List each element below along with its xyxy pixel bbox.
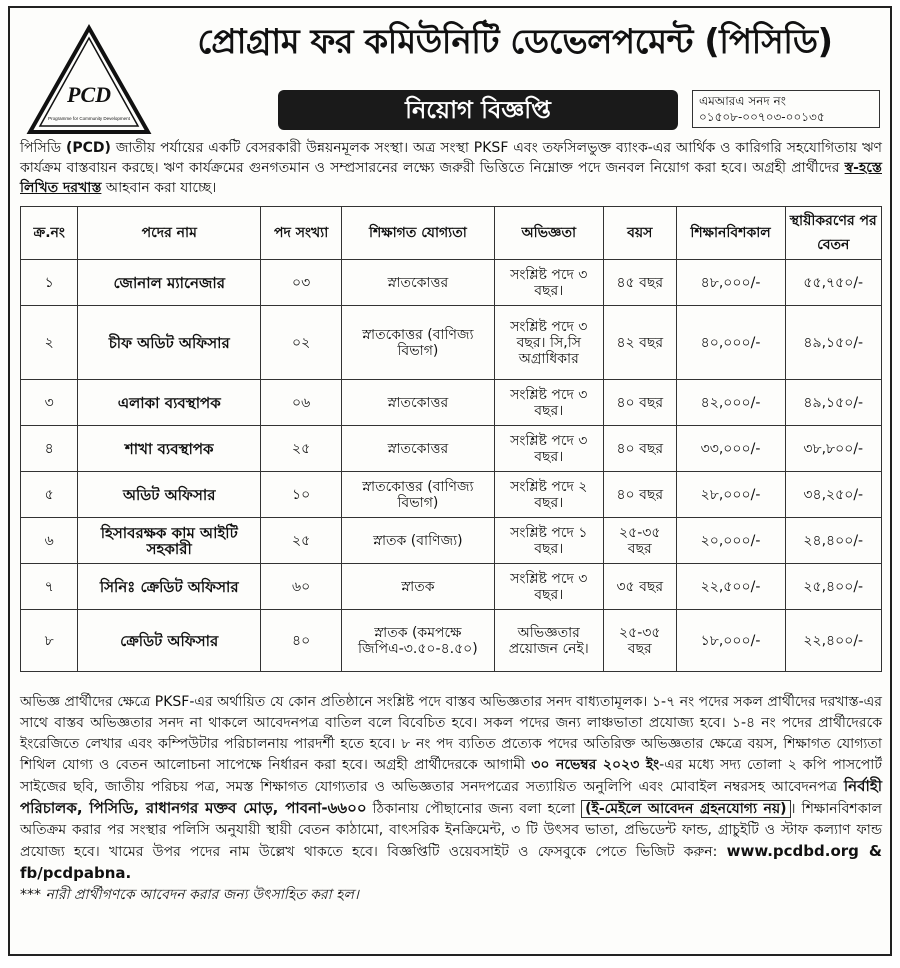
table-row bbox=[21, 472, 882, 518]
age-cell: ২৫-৩৫ বছর bbox=[604, 610, 677, 672]
permanent-salary-cell: ৫৫,৭৫০/- bbox=[785, 260, 881, 306]
permanent-salary-cell: ২৫,৪০০/- bbox=[785, 564, 881, 610]
footer-paragraph bbox=[20, 692, 882, 906]
table-row bbox=[21, 426, 882, 472]
post-name-cell: চীফ অডিট অফিসার bbox=[78, 306, 261, 380]
education-cell: স্নাতকোত্তর (বাণিজ্য বিভাগ) bbox=[342, 306, 494, 380]
intro-pcd: (PCD) bbox=[65, 140, 111, 156]
serial-cell: ৭ bbox=[21, 564, 78, 610]
website-link[interactable]: www.pcdbd.org & fb/pcdpabna. bbox=[20, 842, 883, 882]
col-count: পদ সংখ্যা bbox=[261, 207, 342, 260]
email-not-accepted-note: (ই-মেইলে আবেদন গ্রহনযোগ্য নয়) bbox=[581, 800, 790, 818]
col-serial: ক্র.নং bbox=[21, 207, 78, 260]
experience-cell: সংশ্লিষ্ট পদে ২ বছর। bbox=[494, 472, 604, 518]
table-row bbox=[21, 518, 882, 564]
intro-handwritten-application: স্ব-হস্তে লিখিত দরখাস্ত bbox=[20, 160, 882, 196]
organization-name: প্রোগ্রাম ফর কমিউনিটি ডেভেলপমেন্ট (পিসিডি) bbox=[197, 22, 833, 62]
education-cell: স্নাতকোত্তর bbox=[342, 426, 494, 472]
serial-cell: ৪ bbox=[21, 426, 78, 472]
post-name-cell: ক্রেডিট অফিসার bbox=[78, 610, 261, 672]
experience-cell: সংশ্লিষ্ট পদে ৩ বছর। সি,সি অগ্রাধিকার bbox=[494, 306, 604, 380]
age-cell: ৩৫ বছর bbox=[604, 564, 677, 610]
age-cell: ৪০ বছর bbox=[604, 380, 677, 426]
age-cell: ৪০ বছর bbox=[604, 426, 677, 472]
permanent-salary-cell: ২২,৪০০/- bbox=[785, 610, 881, 672]
footer-text-2: -এর মধ্যে সদ্য তোলা ২ কপি পাসপোর্ট সাইজের ছবি, জাতীয় পরিচয় পত্র, সমস্ত শিক্ষাগত যোগ্যতার ও অভিজ্ঞতার সনদপত্রের সত্যায়িত অনুলিপি এবং মোবাইল নম্বরসহ আবেদনপত্র bbox=[20, 757, 882, 795]
education-cell: স্নাতকোত্তর bbox=[342, 380, 494, 426]
experience-cell: সংশ্লিষ্ট পদে ১ বছর। bbox=[494, 518, 604, 564]
probation-salary-cell: ২০,০০০/- bbox=[676, 518, 785, 564]
intro-paragraph bbox=[20, 138, 882, 198]
post-count-cell: ৬০ bbox=[261, 564, 342, 610]
table-row bbox=[21, 610, 882, 672]
permanent-salary-cell: ৩৪,২৫০/- bbox=[785, 472, 881, 518]
table-row bbox=[21, 380, 882, 426]
probation-salary-cell: ৪০,০০০/- bbox=[676, 306, 785, 380]
permanent-salary-cell: ৪৯,১৫০/- bbox=[785, 380, 881, 426]
post-name-cell: শাখা ব্যবস্থাপক bbox=[78, 426, 261, 472]
education-cell: স্নাতক bbox=[342, 564, 494, 610]
intro-text-3: আহবান করা যাচ্ছে। bbox=[101, 180, 217, 196]
application-address: নির্বাহী পরিচালক, পিসিডি, রাধানগর মক্তব মোড়, পাবনা-৬৬০০ bbox=[20, 777, 882, 817]
post-name-cell: হিসাবরক্ষক কাম আইটি সহকারী bbox=[78, 518, 261, 564]
experience-cell: সংশ্লিষ্ট পদে ৩ বছর। bbox=[494, 260, 604, 306]
serial-cell: ৫ bbox=[21, 472, 78, 518]
age-cell: ২৫-৩৫ বছর bbox=[604, 518, 677, 564]
probation-salary-cell: ২৮,০০০/- bbox=[676, 472, 785, 518]
footer-text-1: অভিজ্ঞ প্রার্থীদের ক্ষেত্রে PKSF-এর অর্থায়িত যে কোন প্রতিষ্ঠানে সংশ্লিষ্ট পদে বাস্তব অভিজ্ঞতার সনদ বাধ্যতামূলক। ১-৭ নং পদের সকল প্রার্থীদের দরখাস্ত-এর সাথে বাস্তব অভিজ্ঞতার সনদ না থাকলে আবেদনপত্র বাতিল বলে বিবেচিত হবে। সকল পদের জন্য লাঞ্চভাতা প্রযোজ্য হবে। ১-৪ নং পদের প্রার্থীদেরকে ইংরেজিতে লেখার এবং কম্পিউটার পরিচালনায় পারদর্শী হতে হবে। ৮ নং পদ ব্যতিত প্রত্যেক পদের অতিরিক্ত অভিজ্ঞতার ক্ষেত্রে বয়স, শিক্ষাগত যোগ্যতা শিথিল যোগ্য ও বেতন আলোচনা সাপেক্ষে নির্ধারন করা হবে। অগ্রহী প্রার্থীদেরকে আগামী bbox=[20, 694, 882, 773]
education-cell: স্নাতকোত্তর bbox=[342, 260, 494, 306]
col-salary: স্থায়ীকরণের পর বেতন bbox=[785, 207, 881, 260]
post-name-cell: জোনাল ম্যানেজার bbox=[78, 260, 261, 306]
experience-cell: সংশ্লিষ্ট পদে ৩ বছর। bbox=[494, 426, 604, 472]
post-count-cell: ৪০ bbox=[261, 610, 342, 672]
serial-cell: ৩ bbox=[21, 380, 78, 426]
post-count-cell: ১০ bbox=[261, 472, 342, 518]
logo-text: PCD bbox=[67, 82, 111, 107]
post-count-cell: ২৫ bbox=[261, 426, 342, 472]
registration-box bbox=[692, 90, 880, 128]
footer-text-4: । শিক্ষানবিশকাল অতিক্রম করার পর সংস্থার পলিসি অনুযায়ী স্থায়ী বেতন কাঠামো, বাৎসরিক ইনক্রিমেন্ট, ৩ টি উৎসব ভাতা, প্রভিডেন্ট ফান্ড, গ্রাচুইটি ও স্টাফ কল্যাণ ফান্ড প্রযোজ্য হবে। খামের উপর পদের নাম উল্লেখ থাকতে হবে। বিজ্ঞপ্তিটি ওয়েবসাইট ও ফেসবুকে পেতে ভিজিট করুন: bbox=[20, 801, 882, 860]
women-encouraged-note: *** নারী প্রার্থীগণকে আবেদন করার জন্য উৎসাহিত করা হল। bbox=[20, 887, 359, 903]
probation-salary-cell: ৩৩,০০০/- bbox=[676, 426, 785, 472]
registration-number: ০১৫০৮-০০৭০৩-০০১৩৫ bbox=[699, 110, 825, 124]
education-cell: স্নাতক (কমপক্ষে জিপিএ-৩.৫০-৪.৫০) bbox=[342, 610, 494, 672]
serial-cell: ২ bbox=[21, 306, 78, 380]
col-post: পদের নাম bbox=[78, 207, 261, 260]
post-count-cell: ০২ bbox=[261, 306, 342, 380]
job-notice-page bbox=[8, 6, 892, 956]
col-experience: অভিজ্ঞতা bbox=[494, 207, 604, 260]
application-deadline: ৩০ নভেম্বর ২০২৩ ইং bbox=[531, 757, 660, 773]
post-count-cell: ০৩ bbox=[261, 260, 342, 306]
post-name-cell: সিনিঃ ক্রেডিট অফিসার bbox=[78, 564, 261, 610]
header bbox=[10, 8, 890, 136]
table-row bbox=[21, 260, 882, 306]
age-cell: ৪০ বছর bbox=[604, 472, 677, 518]
table-row bbox=[21, 306, 882, 380]
serial-cell: ৬ bbox=[21, 518, 78, 564]
notice-title: নিয়োগ বিজ্ঞপ্তি bbox=[278, 90, 678, 130]
pcd-logo bbox=[24, 22, 154, 136]
col-education: শিক্ষাগত যোগ্যতা bbox=[342, 207, 494, 260]
col-age: বয়স bbox=[604, 207, 677, 260]
experience-cell: অভিজ্ঞতার প্রয়োজন নেই। bbox=[494, 610, 604, 672]
post-name-cell: এলাকা ব্যবস্থাপক bbox=[78, 380, 261, 426]
post-count-cell: ২৫ bbox=[261, 518, 342, 564]
serial-cell: ৮ bbox=[21, 610, 78, 672]
table-row bbox=[21, 564, 882, 610]
probation-salary-cell: ২২,৫০০/- bbox=[676, 564, 785, 610]
education-cell: স্নাতকোত্তর (বাণিজ্য বিভাগ) bbox=[342, 472, 494, 518]
serial-cell: ১ bbox=[21, 260, 78, 306]
age-cell: ৪৫ বছর bbox=[604, 260, 677, 306]
col-probation: শিক্ষানবিশকাল bbox=[676, 207, 785, 260]
probation-salary-cell: ৪৮,০০০/- bbox=[676, 260, 785, 306]
table-header-row bbox=[21, 207, 882, 260]
intro-text-2: জাতীয় পর্যায়ের একটি বেসরকারী উন্নয়নমূলক সংস্থা। অত্র সংস্থা PKSF এবং তফসিলভুক্ত ব্যাংক-এর আর্থিক ও কারিগরি সহযোগিতায় ঋণ কার্যক্রম বাস্তবায়ন করছে। ঋণ কার্যক্রমের গুনগতমান ও সম্প্রসারনের লক্ষ্যে জরুরী ভিত্তিতে নিম্নোক্ত পদে জনবল নিয়োগ করা হবে। অগ্রহী প্রার্থীদের bbox=[20, 140, 882, 176]
experience-cell: সংশ্লিষ্ট পদে ৩ বছর। bbox=[494, 380, 604, 426]
permanent-salary-cell: ৪৯,১৫০/- bbox=[785, 306, 881, 380]
permanent-salary-cell: ২৪,৪০০/- bbox=[785, 518, 881, 564]
probation-salary-cell: ১৮,০০০/- bbox=[676, 610, 785, 672]
education-cell: স্নাতক (বাণিজ্য) bbox=[342, 518, 494, 564]
age-cell: ৪২ বছর bbox=[604, 306, 677, 380]
post-count-cell: ০৬ bbox=[261, 380, 342, 426]
vacancy-table bbox=[20, 206, 882, 672]
probation-salary-cell: ৪২,০০০/- bbox=[676, 380, 785, 426]
footer-text-3: ঠিকানায় পৌছানোর জন্য বলা হলো bbox=[366, 801, 582, 817]
experience-cell: সংশ্লিষ্ট পদে ৩ বছর। bbox=[494, 564, 604, 610]
permanent-salary-cell: ৩৮,৮০০/- bbox=[785, 426, 881, 472]
registration-label: এমআরএ সনদ নং bbox=[699, 94, 786, 108]
post-name-cell: অডিট অফিসার bbox=[78, 472, 261, 518]
intro-text-1: পিসিডি bbox=[20, 140, 66, 156]
logo-tagline: Programme for Community Development bbox=[48, 116, 130, 121]
